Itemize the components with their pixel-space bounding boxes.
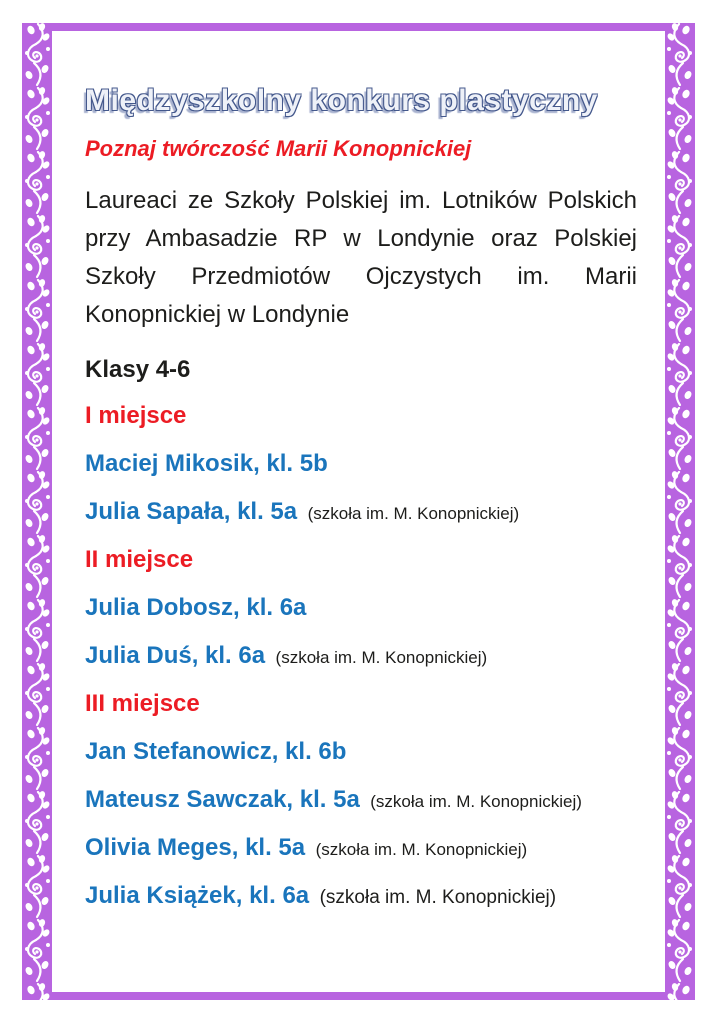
frame-top-bar [52,23,665,31]
winner-name: Jan Stefanowicz, kl. 6b [85,738,347,765]
group-heading: Klasy 4-6 [85,356,191,383]
winner-name: Julia Książek, kl. 6a [85,882,310,909]
winner-name: Olivia Meges, kl. 5a [85,834,306,861]
place-label: II miejsce [85,546,194,573]
place-label: III miejsce [85,690,200,717]
intro-paragraph: Laureaci ze Szkoły Polskiej im. Lotników Polskich przy Ambasadzie RP w Londynie oraz Polskiej Szkoły Przedmiotów Ojczystych im. Marii Konopnickiej w Londynie [85,187,637,328]
page-subtitle: Poznaj twórczość Marii Konopnickiej [85,136,472,161]
page-title: Międzyszkolny konkurs plastyczny [85,84,598,117]
winner-row [85,883,637,912]
school-note: (szkoła im. M. Konopnickiej) [370,792,582,811]
winner-row [85,787,637,816]
place-label: I miejsce [85,402,187,429]
winner-name: Julia Sapała, kl. 5a [85,498,298,525]
winner-row [85,739,637,768]
school-note: (szkoła im. M. Konopnickiej) [315,840,528,859]
winner-row [85,595,637,624]
place-heading-1 [85,403,637,432]
winner-name: Julia Dobosz, kl. 6a [85,594,307,621]
winner-row [85,499,637,528]
winner-name: Mateusz Sawczak, kl. 5a [85,786,360,813]
school-note: (szkoła im. M. Konopnickiej) [275,648,488,667]
place-heading-2 [85,547,637,576]
winner-name: Maciej Mikosik, kl. 5b [85,450,328,477]
frame-bottom-bar [52,992,665,1000]
floral-vine-border-right-icon [665,23,695,1000]
winner-row [85,451,637,480]
school-note: (szkoła im. M. Konopnickiej) [319,887,557,908]
winner-row [85,835,637,864]
school-note: (szkoła im. M. Konopnickiej) [307,504,520,523]
floral-vine-border-left-icon [22,23,52,1000]
winner-row [85,643,637,672]
place-heading-3 [85,691,637,720]
winner-name: Julia Duś, kl. 6a [85,642,266,669]
results-list [85,403,637,912]
document-content [85,84,637,931]
